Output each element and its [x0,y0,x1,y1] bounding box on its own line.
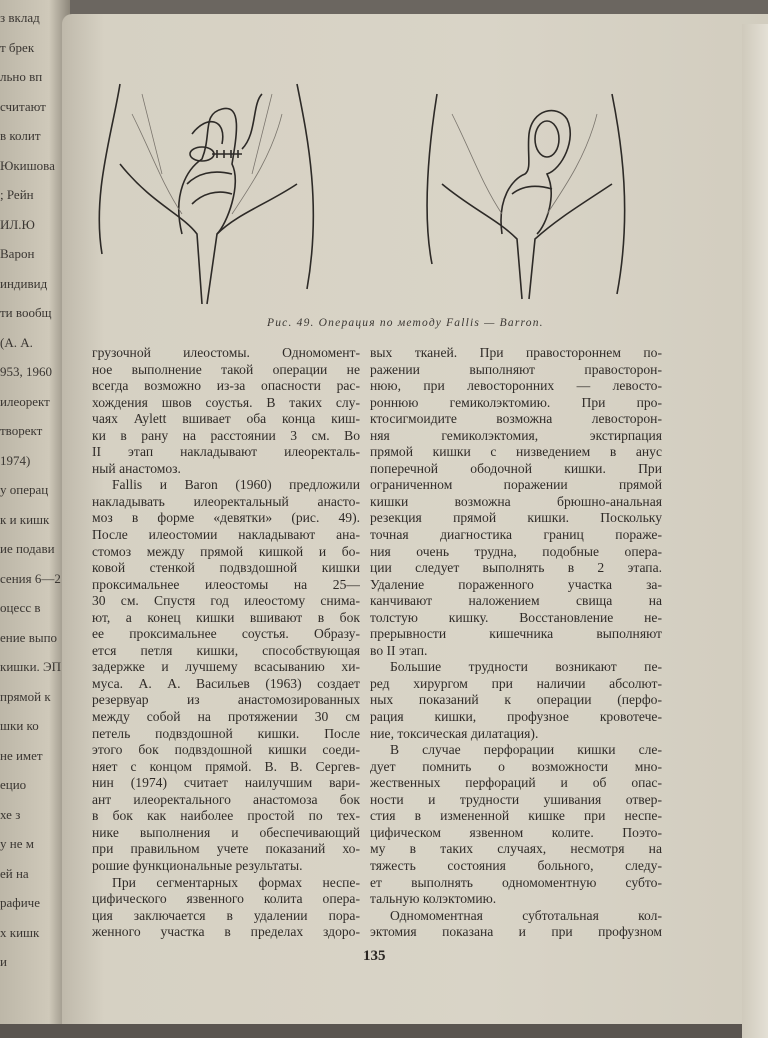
left-page-text-fragment: Варон [0,246,35,261]
text-line: тяжесть состояния больного, следу- [370,857,662,873]
text-line: ют, а конец кишки вшивают в бок [92,609,360,625]
text-line: Fallis и Baron (1960) предложили [112,477,360,493]
text-line: всегда возможно из-за опасности рас- [92,378,360,394]
text-column-right [370,345,662,941]
text-line: ки в рану на расстоянии 3 см. Во [92,427,360,443]
text-line: точная диагностика границ пораже- [370,527,662,543]
left-page-text-fragment: ение выпо [0,629,58,645]
left-page-text-fragment: считают [0,98,46,114]
text-line: ковой стенкой подвздошной кишки [92,560,360,576]
text-line: петель подвздошной кишки. После [92,725,360,741]
text-line: чаях Aylett вшивает оба конца киш- [92,411,360,427]
text-line: задержке и лучшему всасыванию хи- [92,659,360,675]
text-line: ние, токсическая дилатация). [370,725,539,741]
text-line: ред хирургом при наличии абсолют- [370,675,662,691]
text-line: между собой на протяжении 30 см [92,709,360,725]
text-line: 30 см. Спустя год илеостому снима- [92,593,360,609]
left-page-text-fragment: ИЛ.Ю [0,216,35,232]
left-page-text-fragment: ти вообщ [0,305,52,320]
page-number: 135 [363,948,386,964]
text-line: Удаление пораженного участка за- [370,576,662,592]
page-stack-edge [742,24,768,1038]
text-line: ния очень трудна, подобные опера- [370,543,662,559]
text-line: хождения швов соустья. В таких слу- [92,394,360,410]
text-line: нике выполнения и обеспечивающий [92,824,360,840]
left-page-text-fragment: творект [0,423,43,438]
left-page-text-fragment: 953, 1960 [0,364,52,379]
text-line: дует помнить о возможности мно- [370,758,662,774]
left-page-text-fragment: хе з [0,806,21,822]
left-page-text-fragment: ие подави [0,541,55,556]
left-page-text-fragment: кишки. ЭП [0,659,62,674]
left-page-text-fragment: у операц [0,482,49,497]
text-line: эктомия показана и при профузном [370,924,662,940]
figure-right-illustration [417,74,657,314]
left-page-text-fragment: оцесс в [0,600,41,615]
text-line: стия в измененной кишке при неспе- [370,808,662,824]
text-line: толстую кишку. Восстановление не- [370,609,662,625]
text-line: Одномоментная субтотальная кол- [390,907,662,923]
text-line: Большие трудности возникают пе- [390,659,662,675]
text-line: ограниченном поражении прямой [370,477,662,493]
text-line: кишки возможна брюшно-анальная [370,493,662,509]
text-line: ное выполнение такой операции не [92,361,360,377]
left-page-text-fragment: илеорект [0,393,50,409]
figure-left-illustration [92,74,352,314]
text-line: цифического язвенного колита опера- [92,891,360,907]
text-line: му в таких случаях, несмотря на [370,841,662,857]
left-page-text-fragment: Юкишова [0,157,55,173]
text-line: поперечной ободочной кишки. При [370,460,662,476]
text-line: После илеостомии накладывают ана- [92,527,360,543]
text-line: ный анастомоз. [92,460,181,476]
left-page-text-fragment: (А. А. [0,334,33,350]
text-line: ется петля кишки, способствующая [92,642,360,658]
text-line: В случае перфорации кишки сле- [390,742,662,758]
text-line: этого бок подвздошной кишки соеди- [92,742,360,758]
left-page-text-fragment: з вклад [0,10,40,25]
text-line: во II этап. [370,642,428,658]
text-line: ет выполнять одномоментную субто- [370,874,662,890]
left-page-text-fragment: льно вп [0,69,43,84]
left-page-text-fragment: т брек [0,39,35,55]
left-page-text-fragment: ецио [0,777,27,792]
text-line: ражении выполняют правосторон- [370,361,662,377]
figure-caption: Рис. 49. Операция по методу Fallis — Barron. [267,317,544,329]
text-line: моз в форме «девятки» (рис. 49). [92,510,360,526]
text-line: ции следует выполнять в 2 этапа. [370,560,662,576]
text-line: рошие функциональные результаты. [92,857,303,873]
text-line: канчивают наложением свища на [370,593,662,609]
text-line: накладывать илеоректальный анасто- [92,493,360,509]
text-line: грузочной илеостомы. Одномомент- [92,345,360,360]
text-line: ности и трудности ушивания отвер- [370,791,662,807]
left-page-text-fragment: к и кишк [0,511,50,527]
text-line: ных показаний к операции (перфо- [370,692,662,708]
text-line: II этап накладывают илеоректаль- [92,444,360,460]
left-page-text-fragment: прямой к [0,688,51,704]
text-column-left [92,345,360,941]
text-line: женного участка в пределах здоро- [92,924,360,940]
left-page-text-fragment: шки ко [0,718,39,733]
left-page-edge [0,0,70,1024]
left-page-text-fragment: х кишк [0,924,40,940]
text-line: няет с концом прямой. В. В. Сергев- [92,758,360,774]
left-page-text-fragment: ей на [0,865,29,881]
text-line: При сегментарных формах неспе- [112,874,360,890]
text-line: няя гемиколэктомия, экстирпация [370,427,662,443]
text-line: проксимальнее илеостомы на 25— [92,576,360,592]
text-line: при правильном учете показаний хо- [92,841,360,857]
text-line: роннюю гемиколэктомию. При про- [370,394,662,410]
left-page-text-fragment: у не м [0,836,34,851]
text-line: резекция прямой кишки. Поскольку [370,510,662,526]
text-line: вых тканей. При правостороннем по- [370,345,662,360]
left-page-text-fragment: ; Рейн [0,187,34,202]
text-line: муса. А. А. Васильев (1963) создает [92,675,360,691]
left-page-text-fragment: 1974) [0,452,31,468]
text-line: нин (1974) считает наилучшим вари- [92,775,360,791]
text-line: прямой кишки с низведением в анус [370,444,662,460]
text-line: ция заключается в удалении пора- [92,907,360,923]
text-line: прерывности кишечника выполняют [370,626,662,642]
text-line: нюю, при левосторонних — левосто- [370,378,662,394]
left-page-text-fragment: рафиче [0,895,40,910]
text-line: жественных перфораций и об опас- [370,775,662,791]
text-line: стомоз между прямой кишкой и бо- [92,543,360,559]
left-page-text-fragment: и [0,954,7,969]
text-line: ктосигмоидите возможна левосторон- [370,411,662,427]
left-page-text-fragment: индивид [0,275,48,291]
text-line: резервуар из анастомозированных [92,692,360,708]
text-line: рация кишки, профузное кровотече- [370,709,662,725]
text-line: в бок как наиболее простой по тех- [92,808,360,824]
text-line: ее проксимальнее соустья. Образу- [92,626,360,642]
text-line: ант илеоректального анастомоза бок [92,791,360,807]
left-page-text-fragment: сения 6—2 [0,570,61,586]
text-line: тальную колэктомию. [370,891,497,907]
left-page-text-fragment: в колит [0,128,41,143]
left-page-text-fragment: не имет [0,747,43,763]
text-line: цифическом язвенном колите. Поэто- [370,824,662,840]
